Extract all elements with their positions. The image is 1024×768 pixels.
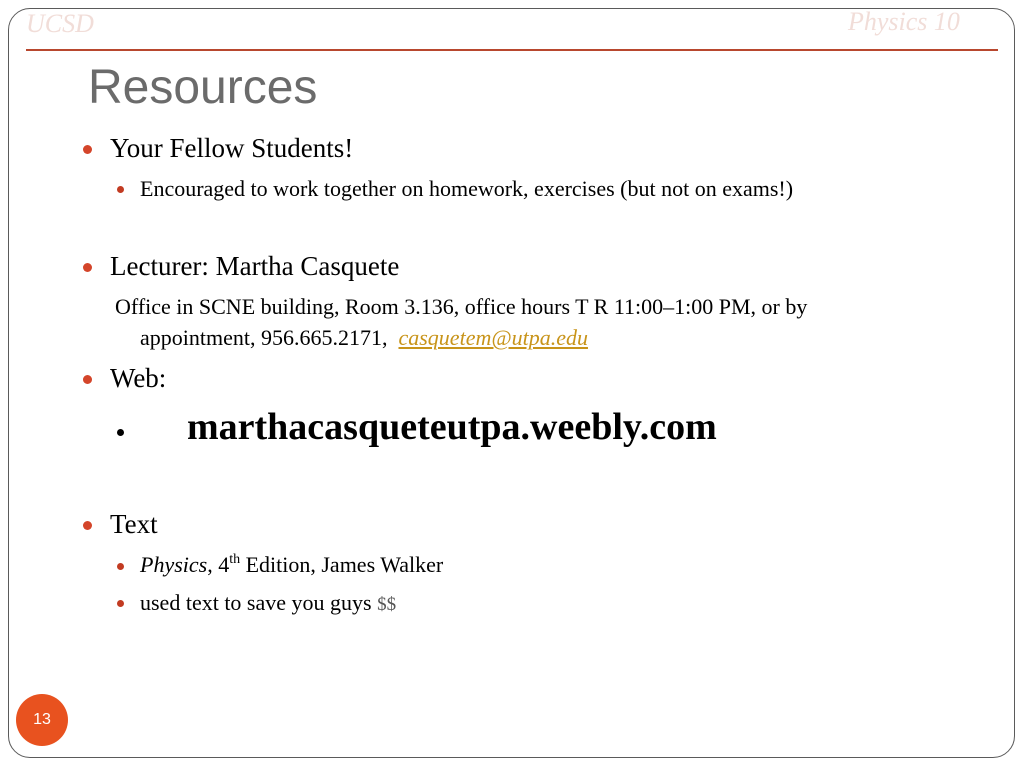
web-heading: Web: [110,363,167,393]
sub-bullet-icon [117,600,124,607]
edition-number: , 4 [207,552,230,577]
office-contact-text: appointment, 956.665.2171, [140,325,388,350]
sub-bullet-icon [117,429,124,436]
page-number-badge: 13 [16,694,68,746]
slide-title: Resources [88,61,318,114]
office-info-line1: Office in SCNE building, Room 3.136, office hours T R 11:00–1:00 PM, or by [115,294,808,319]
edition-author: Edition, James Walker [240,552,444,577]
text-heading: Text [110,509,158,539]
students-detail: Encouraged to work together on homework, exercises (but not on exams!) [140,176,794,201]
header-left-label: UCSD [26,9,94,38]
header-divider [26,49,998,51]
sub-bullet-icon [117,563,124,570]
bullet-icon [83,521,92,530]
email-link[interactable]: casquetem@utpa.edu [398,325,588,350]
used-text-line [140,590,396,616]
bullet-icon [83,263,92,272]
web-url[interactable]: marthacasqueteutpa.weebly.com [187,406,717,448]
bullet-icon [83,145,92,154]
edition-superscript: th [229,552,241,567]
dollar-signs: $$ [377,594,397,615]
office-info-line2 [140,325,588,351]
used-text-label: used text to save you guys [140,590,378,615]
textbook-line [140,552,443,578]
bullet-icon [83,375,92,384]
sub-bullet-icon [117,186,124,193]
textbook-title: Physics [140,552,208,577]
header-right-label: Physics 10 [848,7,960,36]
lecturer-heading: Lecturer: Martha Casquete [110,251,400,281]
students-heading: Your Fellow Students! [110,133,354,163]
